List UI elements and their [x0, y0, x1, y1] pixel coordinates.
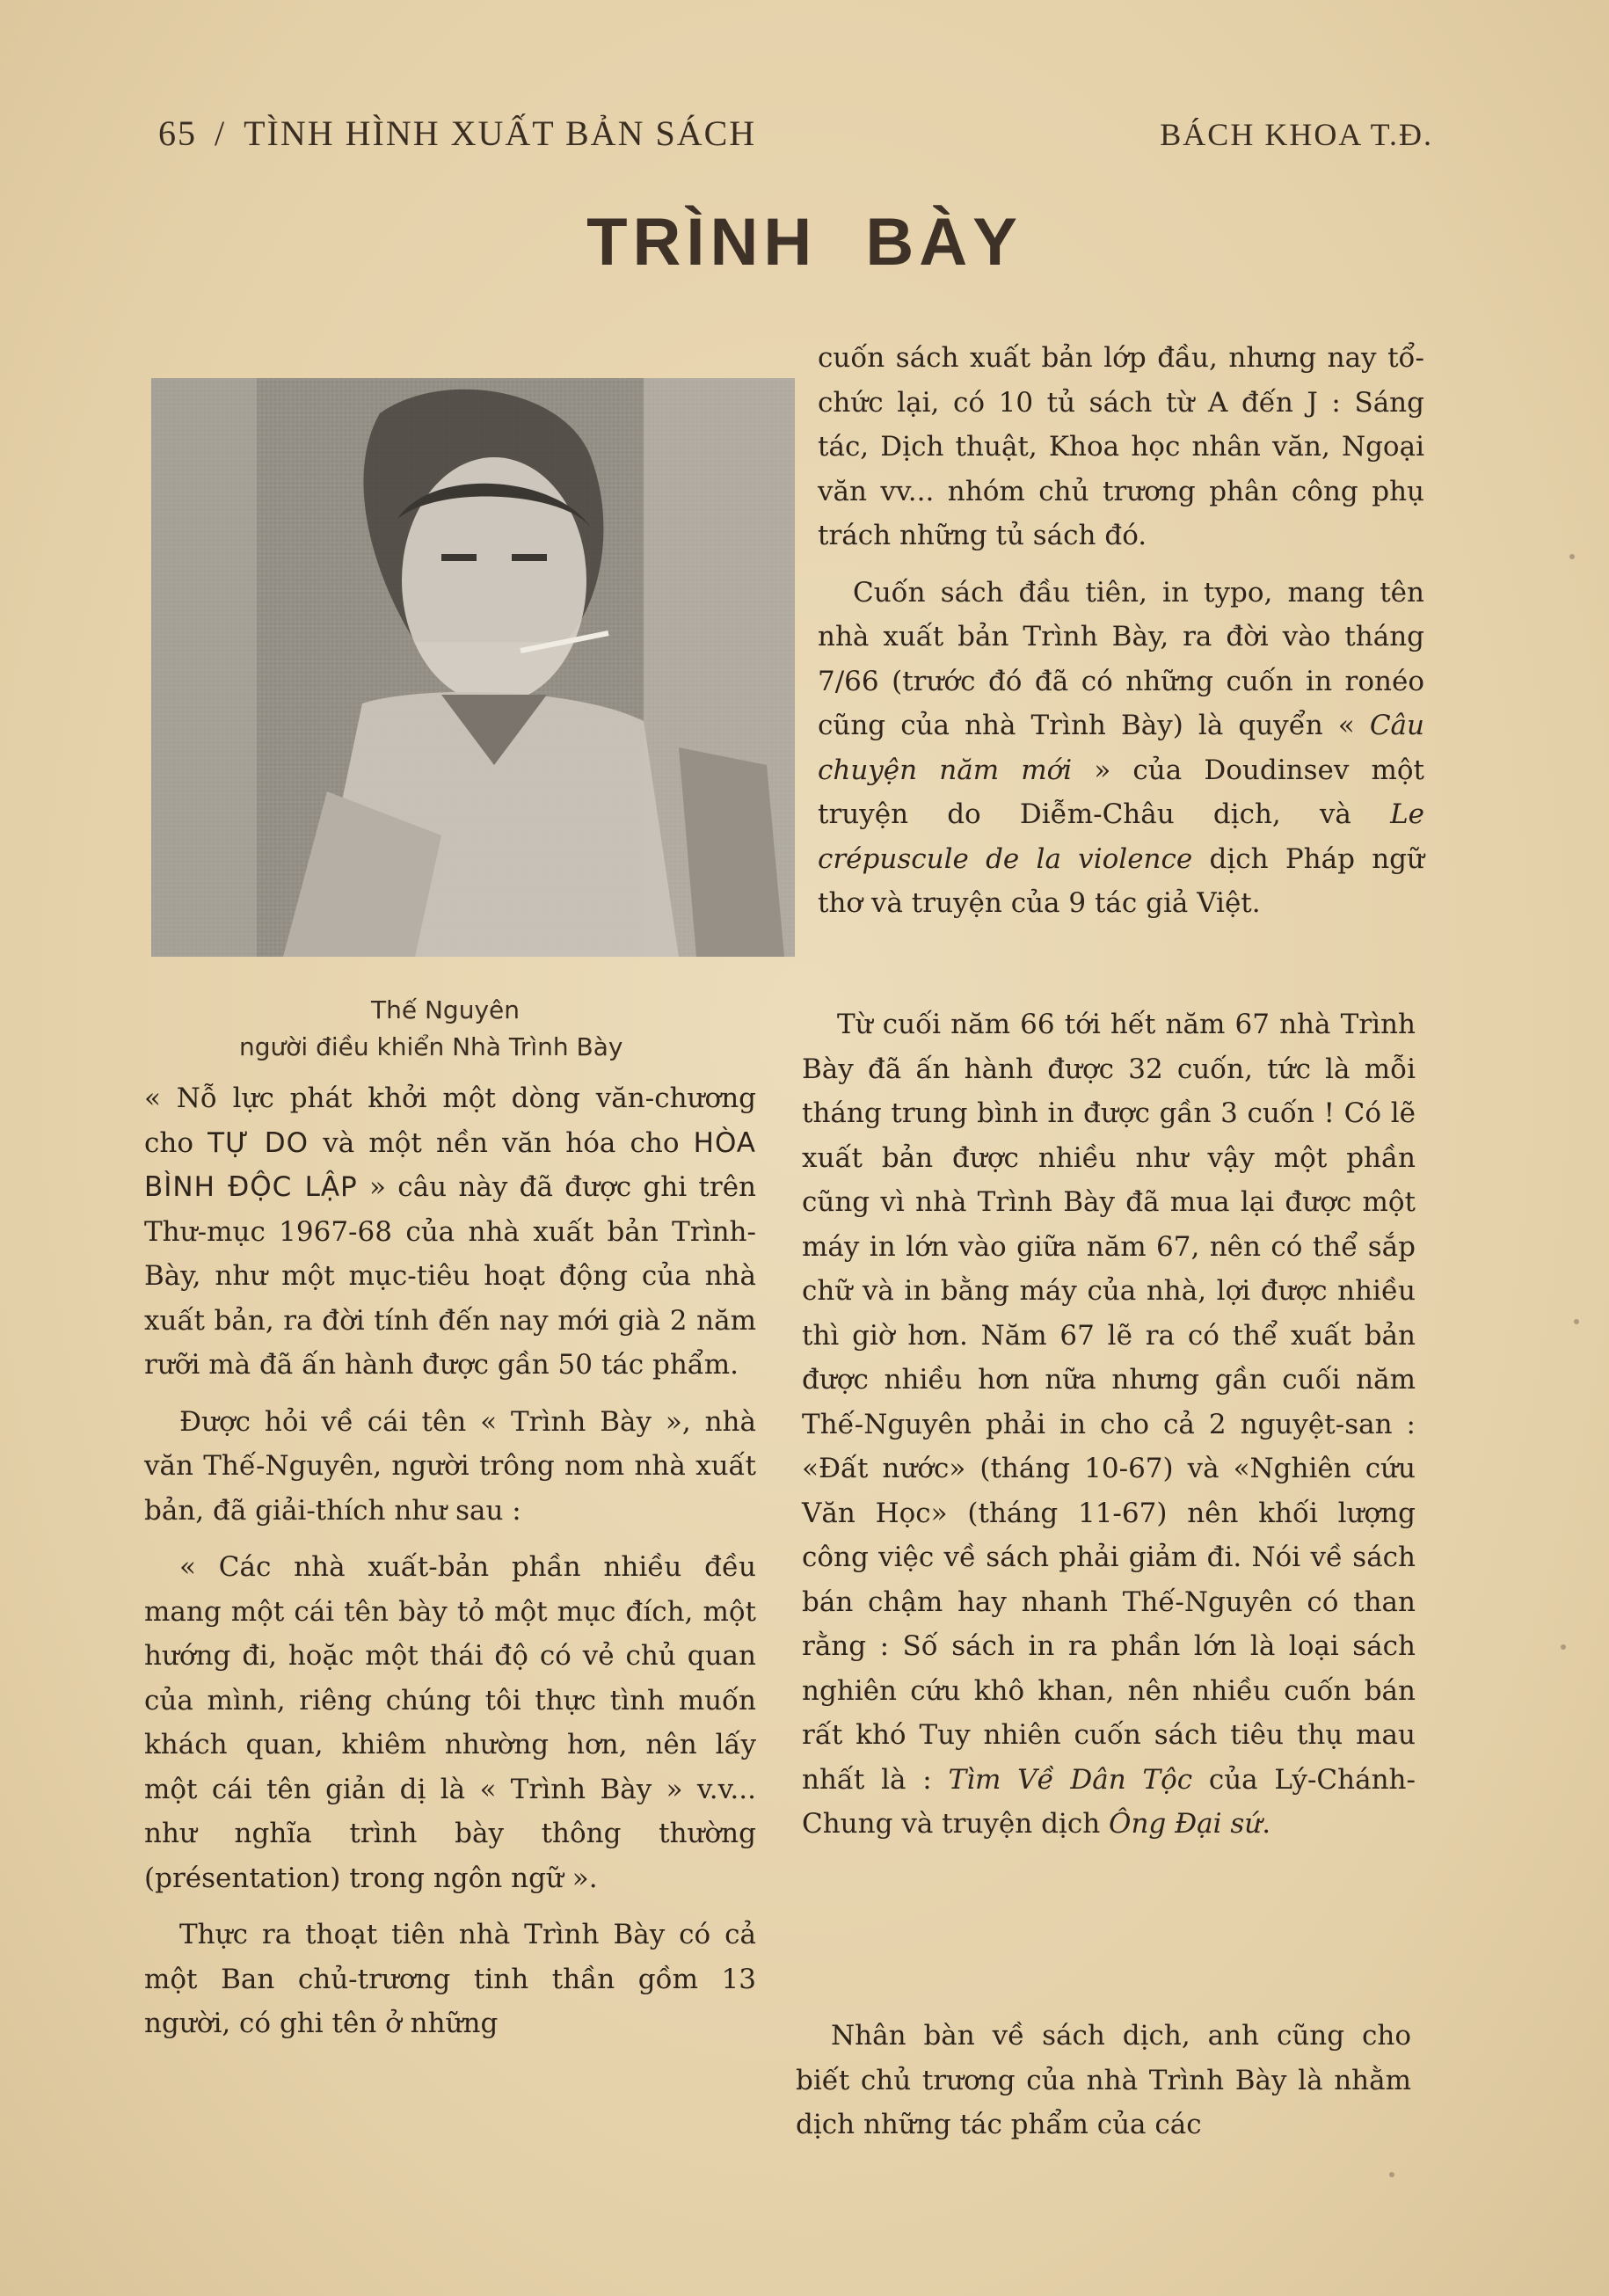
article-title: TRÌNH BÀY	[586, 205, 1023, 280]
paper-speck	[1569, 554, 1575, 559]
right-column-middle	[802, 1002, 1416, 1847]
left-paragraph-2: Được hỏi về cái tên « Trình Bày », nhà văn Thế-Nguyên, người trông nom nhà xuất bản, đã giải-thích như sau :	[144, 1405, 756, 1527]
caption-name: Thế Nguyên	[371, 995, 520, 1024]
photo-caption	[151, 992, 784, 1066]
right-paragraph-4: Nhân bàn về sách dịch, anh cũng cho biết chủ trương của nhà Trình Bày là nhằm dịch những tác phẩm của các	[796, 2020, 1411, 2140]
paper-speck	[1561, 1644, 1566, 1650]
left-paragraph-1: « Nỗ lực phát khởi một dòng văn-chương cho TỰ DO và một nền văn hóa cho HÒA BÌNH ĐỘC LẬP » câu này đã được ghi trên Thư-mục 1967-68 của nhà xuất bản Trình-Bày, như một mục-tiêu hoạt động của nhà xuất bản, ra đời tính đến nay mới già 2 năm rưỡi mà đã ấn hành được gần 50 tác phẩm.	[144, 1082, 757, 1381]
left-paragraph-3: « Các nhà xuất-bản phần nhiều đều mang một cái tên bày tỏ một mục đích, một hướng đi, hoặc một thái độ có vẻ chủ quan của mình, riêng chúng tôi thực tình muốn khách quan, khiêm nhường hơn, nên lấy một cái tên giản dị là « Trình Bày » v.v... như nghĩa trình bày thông thường (présentation) trong ngôn ngữ ».	[144, 1551, 756, 1894]
paper-speck	[1574, 1319, 1579, 1324]
right-column-top	[818, 336, 1424, 926]
right-paragraph-2: Cuốn sách đầu tiên, in typo, mang tên nhà xuất bản Trình Bày, ra đời vào tháng 7/66 (trước đó đã có những cuốn in ronéo cũng của nhà Trình Bày) là quyển « Câu chuyện năm mới » của Doudinsev một truyện do Diễm-Châu dịch, và Le crépuscule de la violence dịch Pháp ngữ thơ và truyện của 9 tác giả Việt.	[818, 576, 1424, 919]
section-title: TÌNH HÌNH XUẤT BẢN SÁCH	[244, 113, 757, 153]
caption-role: người điều khiển Nhà Trình Bày	[239, 1032, 623, 1061]
portrait-illustration	[151, 378, 795, 957]
page-number: 65	[158, 113, 197, 153]
left-column	[144, 1076, 756, 2046]
header-left	[158, 113, 756, 154]
paper-speck	[1389, 2172, 1394, 2177]
running-header	[158, 113, 1433, 157]
magazine-name: BÁCH KHOA T.Đ.	[1160, 117, 1433, 152]
right-column-bottom	[796, 2014, 1411, 2147]
portrait-photo	[151, 378, 795, 957]
left-paragraph-4: Thực ra thoạt tiên nhà Trình Bày có cả một Ban chủ-trương tinh thần gồm 13 người, có ghi tên ở những	[144, 1919, 756, 2039]
header-separator: /	[215, 113, 227, 153]
right-paragraph-3: Từ cuối năm 66 tới hết năm 67 nhà Trình Bày đã ấn hành được 32 cuốn, tức là mỗi tháng trung bình in được gần 3 cuốn ! Có lẽ xuất bản được nhiều như vậy một phần cũng vì nhà Trình Bày đã mua lại được một máy in lớn vào giữa năm 67, nên có thể sắp chữ và in bằng máy của nhà, lợi được nhiều thì giờ hơn. Năm 67 lẽ ra có thể xuất bản được nhiều hơn nữa nhưng gần cuối năm Thế-Nguyên phải in cho cả 2 nguyệt-san : «Đất nước» (tháng 10-67) và «Nghiên cứu Văn Học» (tháng 11-67) nên khối lượng công việc về sách phải giảm đi. Nói về sách bán chậm hay nhanh Thế-Nguyên có than rằng : Số sách in ra phần lớn là loại sách nghiên cứu khô khan, nên nhiều cuốn bán rất khó Tuy nhiên cuốn sách tiêu thụ mau nhất là : Tìm Về Dân Tộc của Lý-Chánh-Chung và truyện dịch Ông Đại sứ.	[802, 1009, 1416, 1840]
right-paragraph-1: cuốn sách xuất bản lớp đầu, nhưng nay tổ-chức lại, có 10 tủ sách từ A đến J : Sáng tác, Dịch thuật, Khoa học nhân văn, Ngoại văn vv... nhóm chủ trương phân công phụ trách những tủ sách đó.	[818, 342, 1424, 551]
